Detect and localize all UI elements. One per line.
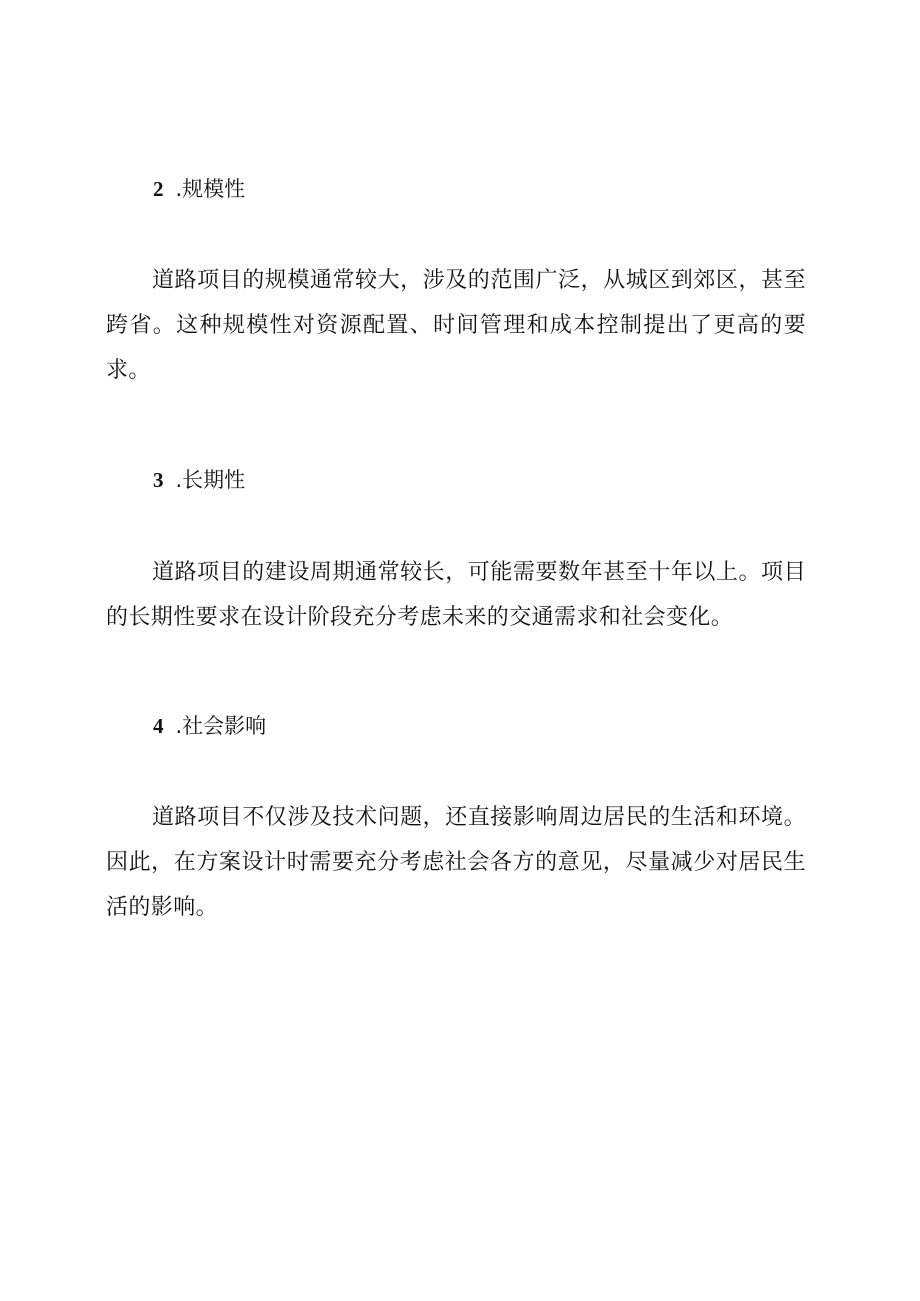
section-title: .社会影响 xyxy=(175,714,267,738)
section-paragraph-social-impact: 道路项目不仅涉及技术问题，还直接影响周边居民的生活和环境。因此，在方案设计时需要充分考虑社会各方的意见，尽量减少对居民生活的影响。 xyxy=(106,805,806,920)
section-number: 2 xyxy=(153,177,164,201)
section-paragraph-long-term: 道路项目的建设周期通常较长，可能需要数年甚至十年以上。项目的长期性要求在设计阶段充分考虑未来的交通需求和社会变化。 xyxy=(106,560,806,630)
section-number: 3 xyxy=(153,468,164,492)
section-number: 4 xyxy=(153,714,164,738)
section-paragraph-scale: 道路项目的规模通常较大，涉及的范围广泛，从城区到郊区，甚至跨省。这种规模性对资源配置、时间管理和成本控制提出了更高的要求。 xyxy=(106,268,806,383)
section-title: .规模性 xyxy=(175,177,246,201)
section-heading-long-term xyxy=(153,465,245,495)
section-title: .长期性 xyxy=(175,468,246,492)
section-heading-social-impact xyxy=(153,711,266,741)
section-heading-scale xyxy=(153,174,245,204)
